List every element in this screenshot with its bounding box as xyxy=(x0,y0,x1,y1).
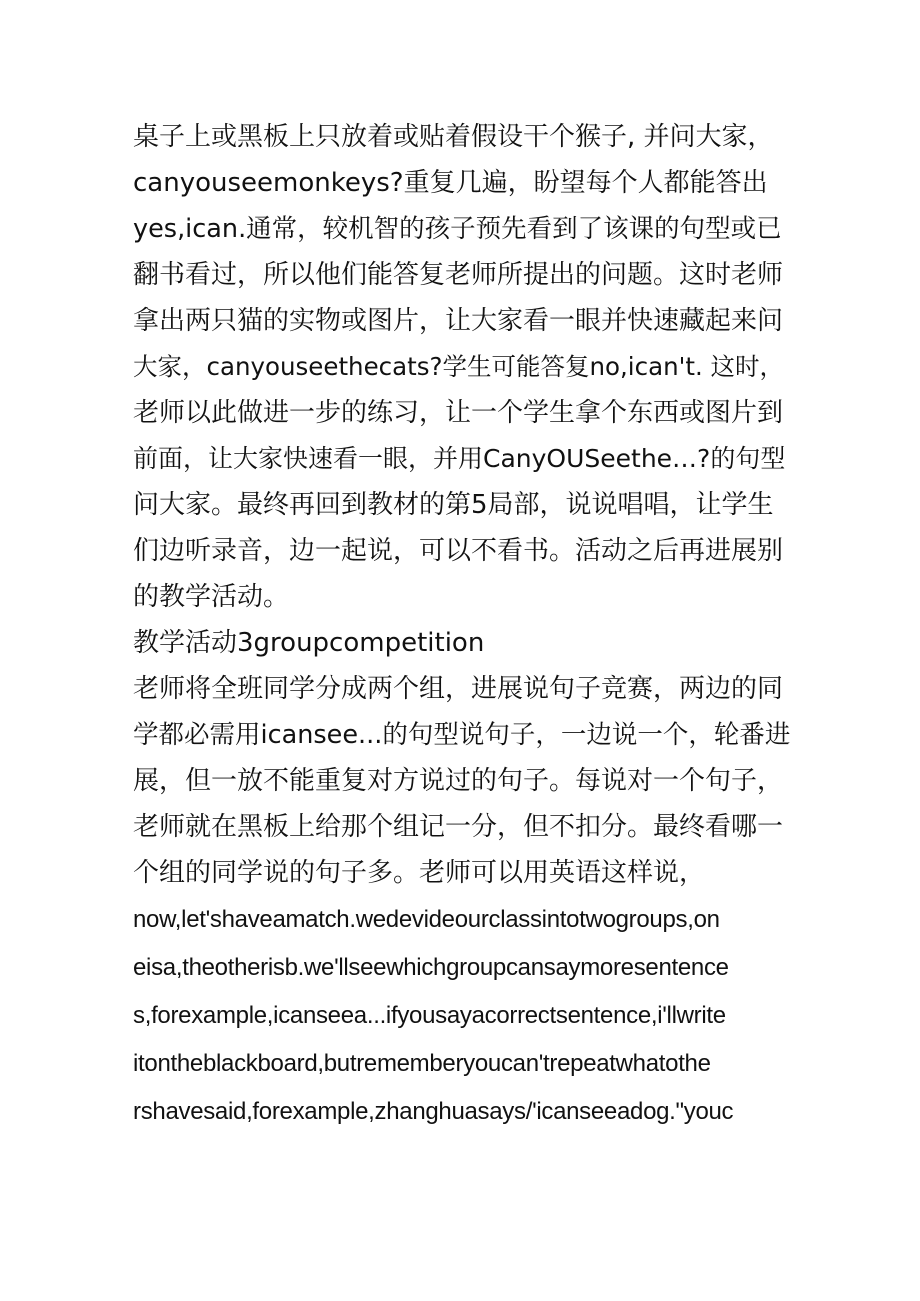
text-line-2: canyouseemonkeys?重复几遍，盼望每个人都能答出 xyxy=(133,168,768,198)
text-line-1: 桌子上或黑板上只放着或贴着假设干个猴子, 并问大家， xyxy=(133,122,774,152)
text-line-9: 问大家。最终再回到教材的第5局部，说说唱唱，让学生 xyxy=(133,490,774,520)
text-line-3: yes,ican.通常，较机智的孩子预先看到了该课的句型或已 xyxy=(133,214,782,244)
text-line-21: itontheblackboard,butrememberyoucan'trepeatwhatothe xyxy=(133,1050,711,1077)
text-line-22: rshavesaid,forexample,zhanghuasays/'icanseeadog."youc xyxy=(133,1098,734,1125)
text-line-16: 老师就在黑板上给那个组记一分，但不扣分。最终看哪一 xyxy=(133,812,784,842)
text-line-20: s,forexample,icanseea...ifyousayacorrectsentence,i'llwrite xyxy=(133,1002,726,1029)
section-heading: 教学活动3groupcompetition xyxy=(133,628,485,658)
document-body xyxy=(133,114,793,1136)
text-line-17: 个组的同学说的句子多。老师可以用英语这样说， xyxy=(133,858,706,888)
text-line-4: 翻书看过，所以他们能答复老师所提出的问题。这时老师 xyxy=(133,260,784,290)
text-line-15: 展，但一放不能重复对方说过的句子。每说对一个句子， xyxy=(133,766,784,796)
text-line-10: 们边听录音，边一起说，可以不看书。活动之后再进展别 xyxy=(133,536,784,566)
text-line-8: 前面，让大家快速看一眼，并用CanyOUSeethe…?的句型 xyxy=(133,444,786,473)
text-line-19: eisa,theotherisb.we'llseewhichgroupcansaymoresentence xyxy=(133,954,729,981)
text-line-6: 大家，canyouseethecats?学生可能答复no,ican't. 这时， xyxy=(133,352,785,381)
text-line-13: 老师将全班同学分成两个组，进展说句子竞赛，两边的同 xyxy=(133,674,784,704)
text-line-14: 学都必需用icansee...的句型说句子，一边说一个，轮番进 xyxy=(133,720,791,750)
text-line-11: 的教学活动。 xyxy=(133,582,290,612)
text-line-7: 老师以此做进一步的练习，让一个学生拿个东西或图片到 xyxy=(133,398,784,428)
text-line-5: 拿出两只猫的实物或图片，让大家看一眼并快速藏起来问 xyxy=(133,306,784,336)
text-line-18: now,let'shaveamatch.wedevideourclassintotwogroups,on xyxy=(133,906,720,933)
